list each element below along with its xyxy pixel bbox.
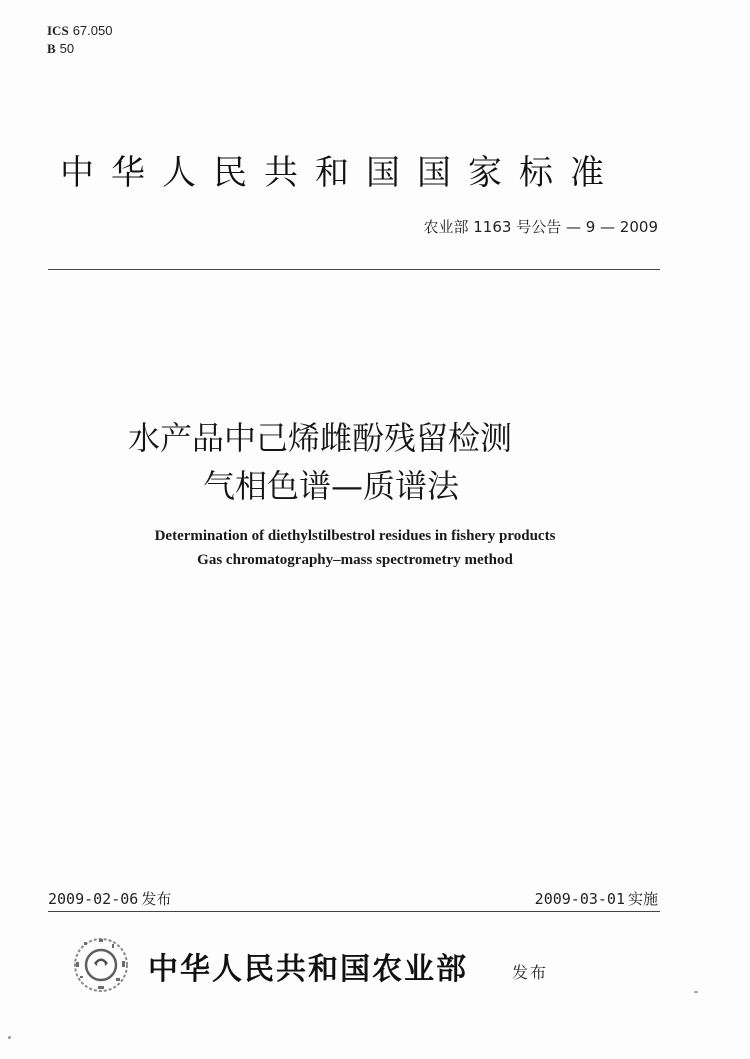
issuing-action: 发布 — [512, 963, 549, 982]
ccs-label: B — [47, 41, 56, 56]
english-title-line-2: Gas chromatography–mass spectrometry method — [197, 552, 513, 568]
top-divider — [48, 269, 660, 270]
implementation-date — [535, 888, 658, 909]
ics-label: ICS — [47, 23, 69, 38]
scan-speck — [8, 1036, 11, 1039]
issue-date-label: 发布 — [141, 890, 172, 908]
ministry-emblem-icon — [72, 936, 130, 994]
ics-value: 67.050 — [72, 23, 113, 38]
issue-date-value: 2009-02-06 — [48, 890, 139, 908]
chinese-title-line-2: 气相色谱—质谱法 — [202, 467, 459, 505]
ics-code — [47, 22, 112, 40]
bottom-divider — [48, 911, 660, 912]
issuing-ministry: 中华人民共和国农业部 — [148, 952, 468, 987]
ccs-value: 50 — [59, 41, 75, 56]
english-title-line-1: Determination of diethylstilbestrol residues in fishery products — [154, 528, 556, 544]
standard-number: 农业部 1163 号公告 — 9 — 2009 — [423, 218, 658, 236]
scan-speck — [694, 991, 698, 993]
classification-codes — [47, 22, 112, 58]
chinese-title-line-1: 水产品中己烯雌酚残留检测 — [127, 419, 512, 457]
national-standard-title: 中华人民共和国国家标准 — [60, 153, 621, 193]
implementation-date-value: 2009-03-01 — [534, 890, 625, 908]
implementation-date-label: 实施 — [627, 890, 658, 908]
issue-date — [48, 888, 171, 909]
ccs-code — [47, 40, 112, 58]
